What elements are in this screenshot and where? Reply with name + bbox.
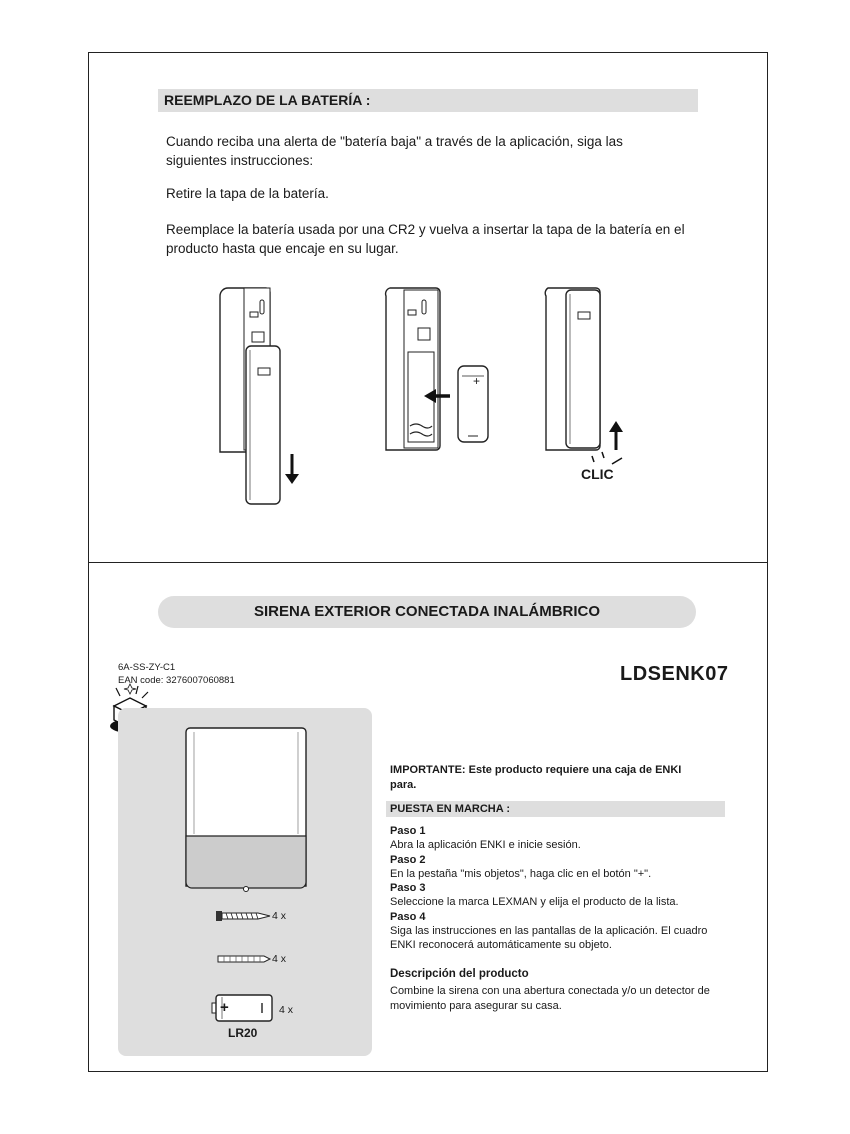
setup-steps xyxy=(390,824,730,953)
clic-label: CLIC xyxy=(581,466,614,482)
ean-code: EAN code: 3276007060881 xyxy=(118,675,235,686)
model-number: LDSENK07 xyxy=(620,663,729,685)
description-line1: Combine la sirena con una abertura conectada y/o un detector de xyxy=(390,985,710,997)
illustration-insert-battery xyxy=(378,286,498,456)
battery-intro-line1: Cuando reciba una alerta de "batería baja" a través de la aplicación, siga las xyxy=(166,134,623,149)
battery-step-replace-line1: Reemplace la batería usada por una CR2 y vuelva a insertar la tapa de la batería en el xyxy=(166,222,685,237)
battery-intro-line2: siguientes instrucciones: xyxy=(166,153,314,168)
description-line2: movimiento para asegurar su casa. xyxy=(390,1000,562,1012)
section-divider xyxy=(88,562,768,563)
battery-step-replace-line2: producto hasta que encaje en su lugar. xyxy=(166,241,399,256)
step-text: Seleccione la marca LEXMAN y elija el producto de la lista. xyxy=(390,896,679,909)
description-title: Descripción del producto xyxy=(390,968,529,980)
important-notice xyxy=(390,763,720,793)
important-line1: IMPORTANTE: Este producto requiere una caja de ENKI xyxy=(390,764,682,776)
step-title: Paso 1 xyxy=(390,825,426,837)
ref-code: 6A-SS-ZY-C1 xyxy=(118,662,176,673)
step-title: Paso 4 xyxy=(390,910,426,923)
wall-plug-icon xyxy=(216,952,272,966)
battery-step-remove: Retire la tapa de la batería. xyxy=(166,186,329,201)
lr20-plus-symbol: + xyxy=(220,999,229,1016)
step-text: Siga las instrucciones en las pantallas de la aplicación. El cuadro xyxy=(390,925,708,938)
siren-product-illustration xyxy=(182,724,310,894)
screw-icon xyxy=(216,908,272,924)
wall-plug-quantity: 4 x xyxy=(272,953,287,965)
important-line2: para. xyxy=(390,779,417,791)
screw-quantity: 4 x xyxy=(272,910,287,922)
battery-type-label: LR20 xyxy=(228,1026,258,1040)
step-title: Paso 2 xyxy=(390,853,426,866)
description-body xyxy=(390,984,730,1014)
battery-section-title: REEMPLAZO DE LA BATERÍA : xyxy=(158,89,698,112)
step-title: Paso 3 xyxy=(390,882,426,895)
battery-quantity: 4 x xyxy=(279,1004,294,1016)
step-text: ENKI reconocerá automáticamente su objeto. xyxy=(390,939,612,952)
step-text: Abra la aplicación ENKI e inicie sesión. xyxy=(390,839,581,852)
setup-title: PUESTA EN MARCHA : xyxy=(386,801,725,817)
siren-section-title: SIRENA EXTERIOR CONECTADA INALÁMBRICO xyxy=(158,596,696,628)
battery-plus-symbol: + xyxy=(473,374,481,388)
step-text: En la pestaña "mis objetos", haga clic en el botón "+". xyxy=(390,867,652,880)
illustration-remove-cover xyxy=(210,286,310,511)
illustration-close-cover xyxy=(536,286,636,461)
